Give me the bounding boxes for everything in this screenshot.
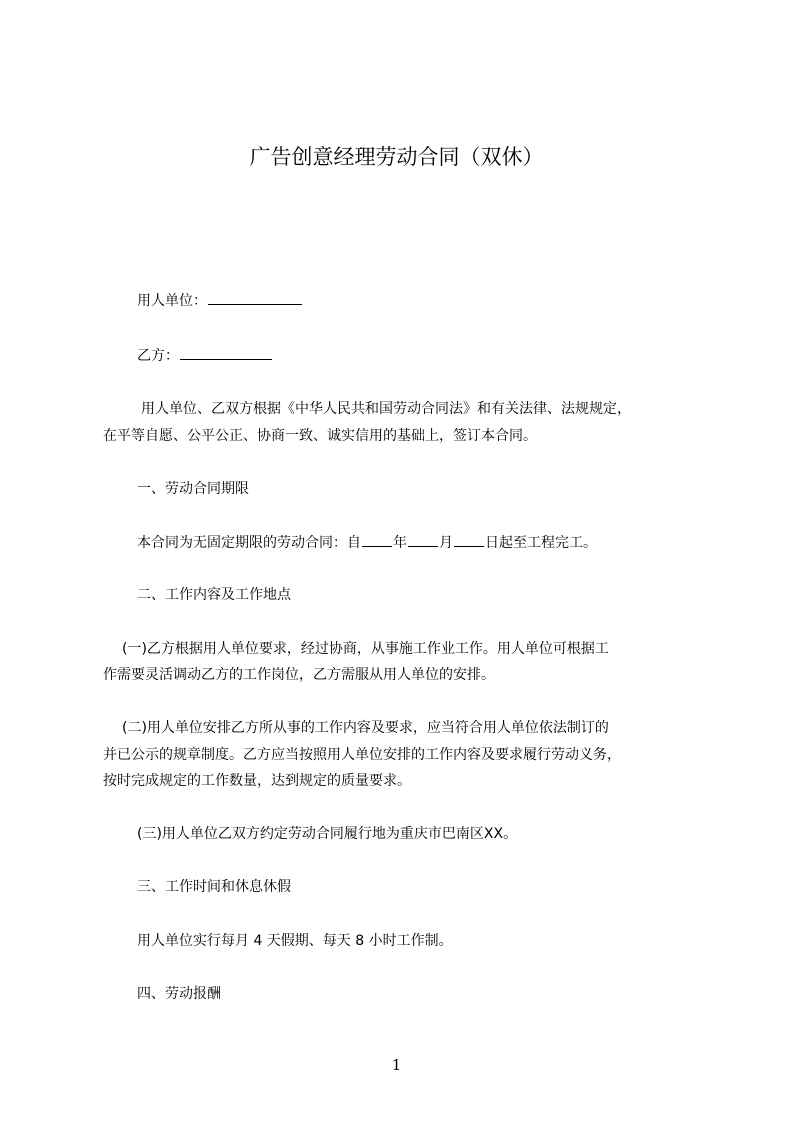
intro-line-2: 在平等自愿、公平公正、协商一致、诚实信用的基础上，签订本合同。 xyxy=(103,428,537,444)
page-number: 1 xyxy=(391,1056,402,1074)
section-4-heading: 四、劳动报酬 xyxy=(137,986,221,1002)
month-blank xyxy=(408,532,438,547)
party-b-label: 乙方： xyxy=(137,348,179,364)
employer-field xyxy=(137,290,303,311)
term-suffix: 日起至工程完工。 xyxy=(485,535,597,551)
year-blank xyxy=(362,532,392,547)
document-title: 广告创意经理劳动合同（双休） xyxy=(249,145,544,169)
clause-2-line-1: (二)用人单位安排乙方所从事的工作内容及要求，应当符合用人单位依法制订的 xyxy=(122,720,609,736)
section-1-heading: 一、劳动合同期限 xyxy=(137,481,249,497)
employer-label: 用人单位： xyxy=(137,293,207,309)
clause-2-line-3: 按时完成规定的工作数量，达到规定的质量要求。 xyxy=(103,773,411,789)
term-month: 月 xyxy=(439,535,453,551)
term-prefix: 本合同为无固定期限的劳动合同：自 xyxy=(137,535,361,551)
employer-blank xyxy=(208,290,302,305)
clause-2-line-2: 并已公示的规章制度。乙方应当按照用人单位安排的工作内容及要求履行劳动义务， xyxy=(103,747,621,763)
contract-term-line xyxy=(137,532,597,553)
clause-1-line-1: (一)乙方根据用人单位要求，经过协商，从事施工作业工作。用人单位可根据工 xyxy=(122,641,609,657)
working-hours-text: 用人单位实行每月 4 天假期、每天 8 小时工作制。 xyxy=(137,933,453,949)
section-3-heading: 三、工作时间和休息休假 xyxy=(137,879,291,895)
section-2-heading: 二、工作内容及工作地点 xyxy=(137,587,291,603)
clause-3-line-1: (三)用人单位乙双方约定劳动合同履行地为重庆市巴南区XX。 xyxy=(137,826,518,842)
clause-1-line-2: 作需要灵活调动乙方的工作岗位，乙方需服从用人单位的安排。 xyxy=(103,667,495,683)
party-b-field xyxy=(137,345,273,366)
term-year: 年 xyxy=(393,535,407,551)
party-b-blank xyxy=(180,345,272,360)
day-blank xyxy=(454,532,484,547)
intro-line-1: 用人单位、乙双方根据《中华人民共和国劳动合同法》和有关法律、法规规定， xyxy=(141,401,631,417)
